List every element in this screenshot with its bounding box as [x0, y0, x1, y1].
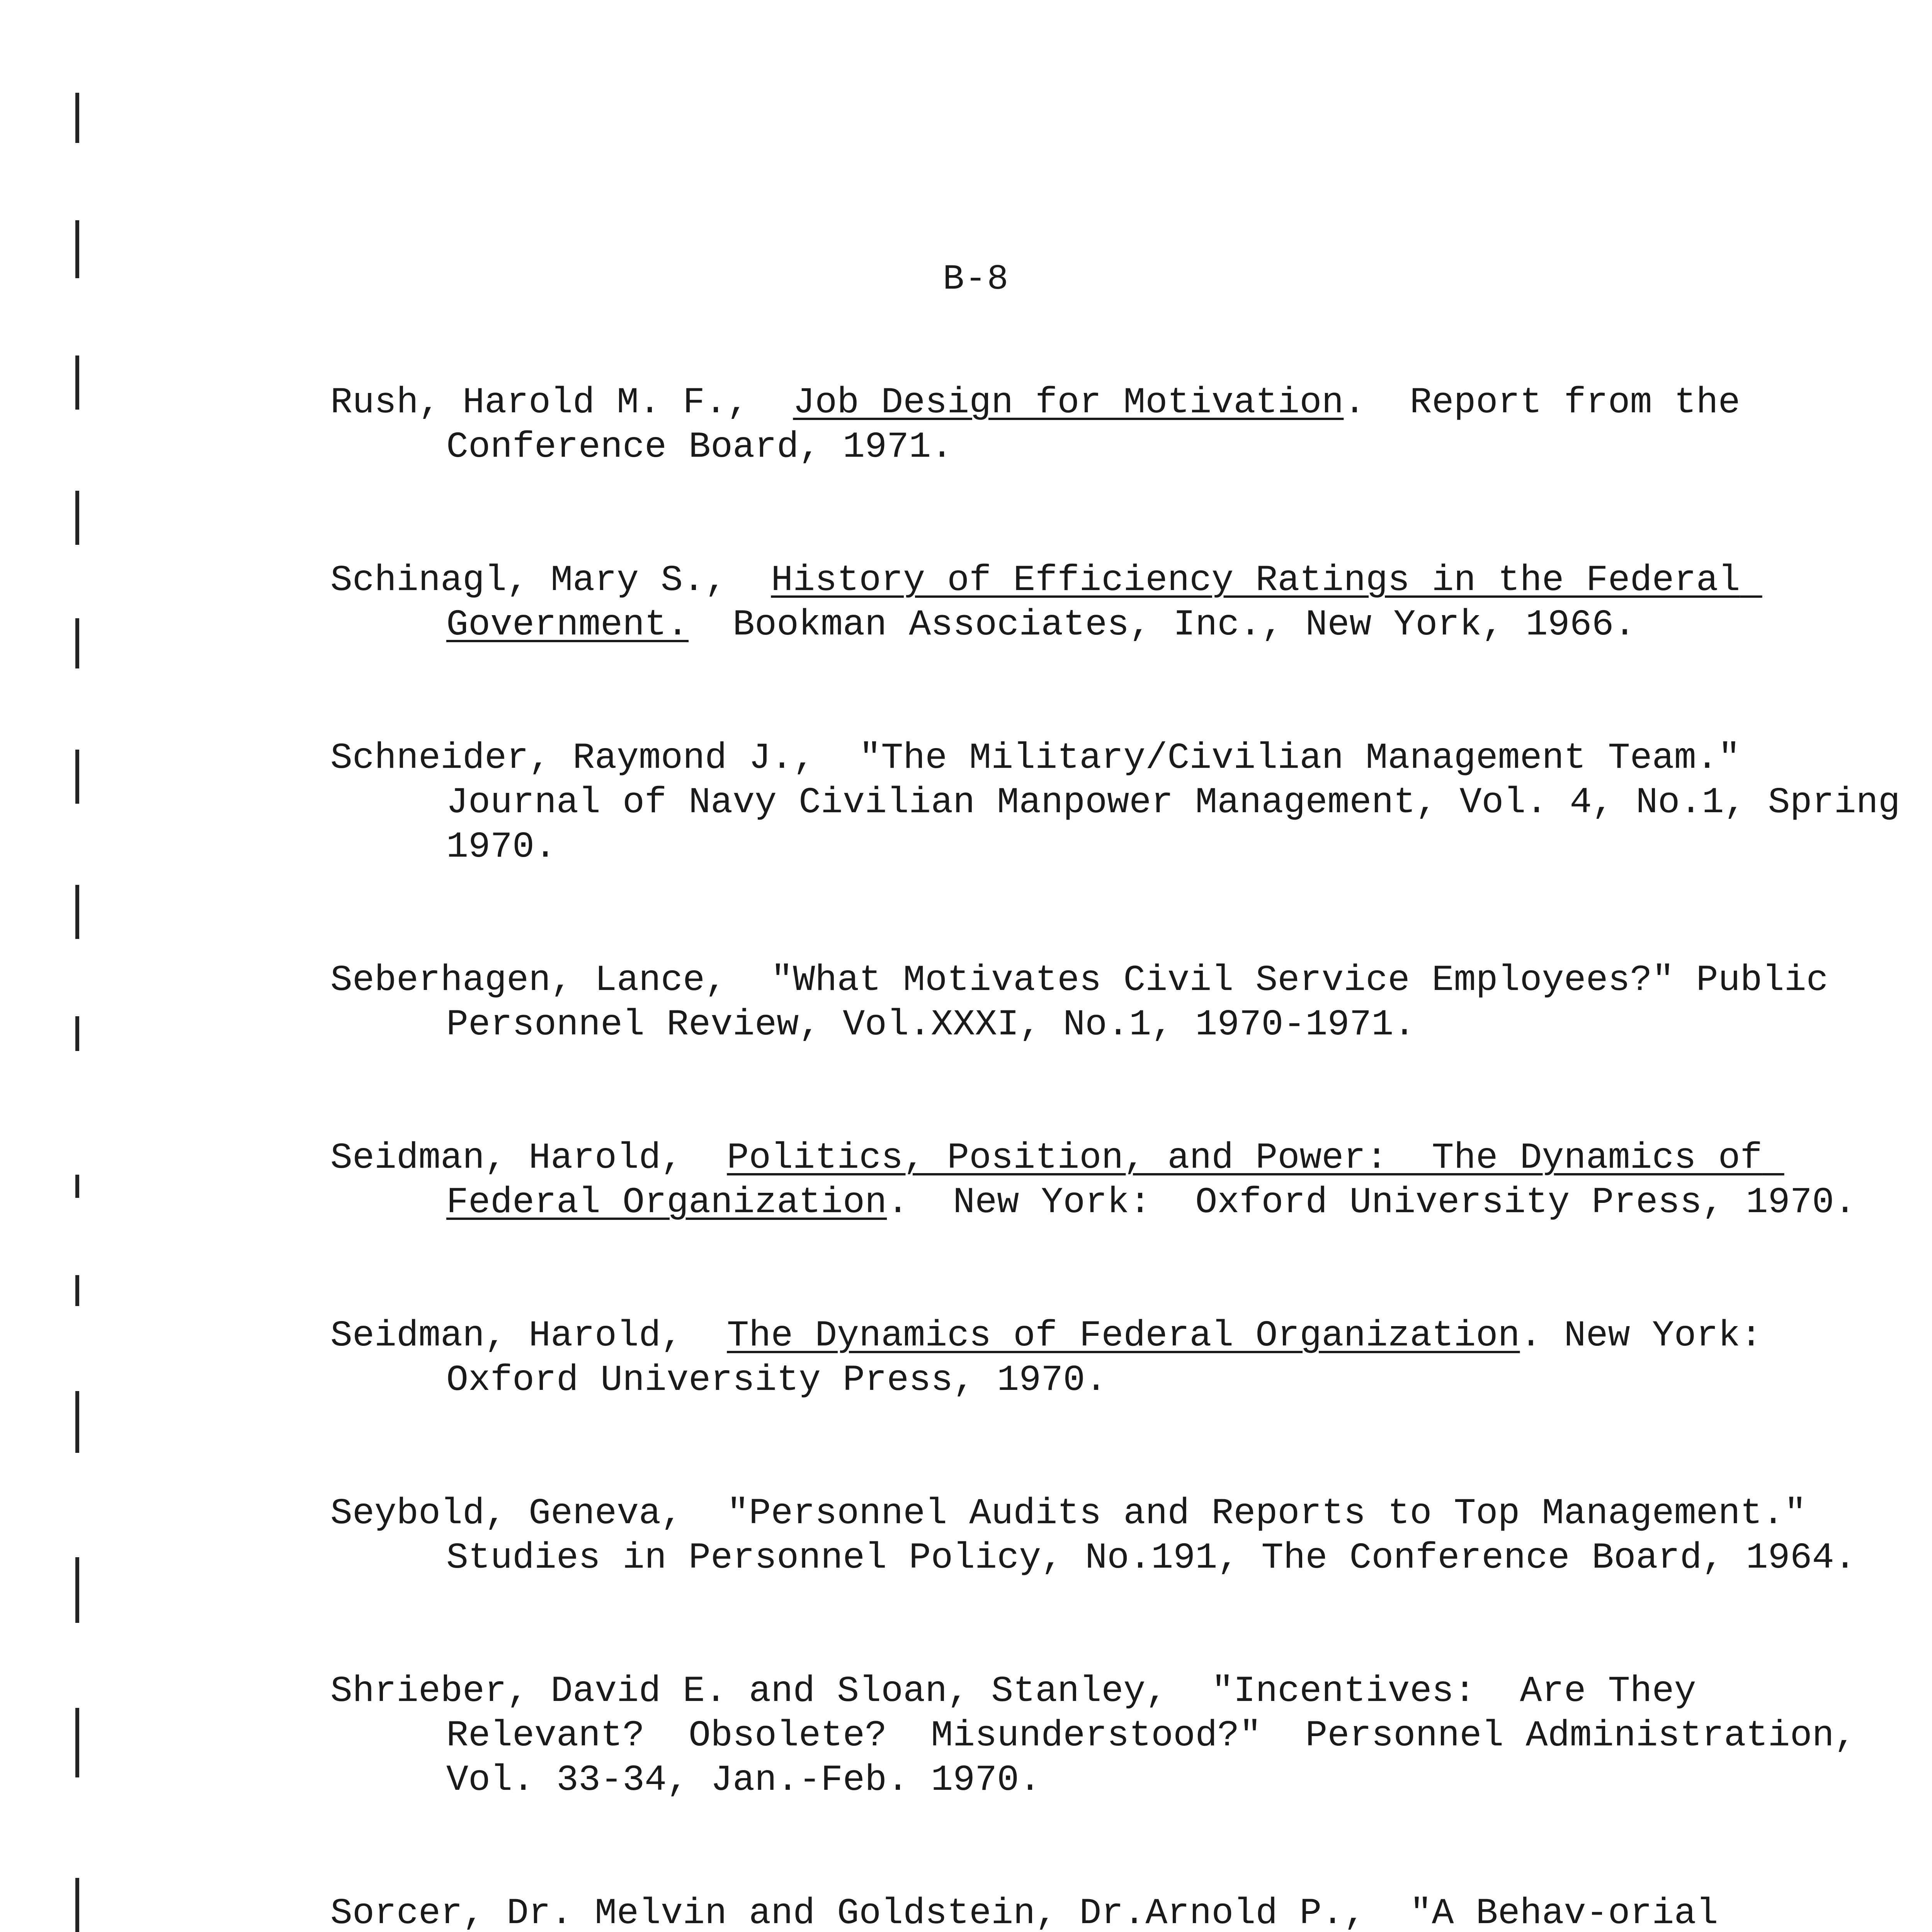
bibliography-entry: Seidman, Harold, The Dynamics of Federal Organization. New York: Oxford University Press, 1970.: [330, 1315, 1806, 1401]
bibliography-entry: Sorcer, Dr. Melvin and Goldstein, Dr.Arnold P., "A Behav-orial: [330, 1893, 1718, 1932]
edge-mark: [75, 1175, 79, 1198]
page-number: B-8: [943, 259, 1009, 299]
edge-mark: [75, 93, 79, 143]
binding-edge-marks: [75, 93, 91, 1932]
edge-mark: [75, 491, 79, 545]
bibliography-entry: Shrieber, David E. and Sloan, Stanley, "Incentives: Are They Relevant? Obsolete? Misunderstood?" Personnel Administration, Vol. 33-34, Jan.-Feb. 1970.: [330, 1670, 1900, 1801]
edge-mark: [75, 1016, 79, 1051]
edge-mark: [75, 1275, 79, 1306]
bibliography-entry: Seberhagen, Lance, "What Motivates Civil Service Employees?" Public Personnel Review, Vol.XXXI, No.1, 1970-1971.: [330, 959, 1850, 1046]
edge-mark: [75, 750, 79, 804]
bibliography-entry: Rush, Harold M. F., Job Design for Motivation. Report from the Conference Board, 1971.: [330, 382, 1762, 468]
edge-mark: [75, 1878, 79, 1932]
edge-mark: [75, 1391, 79, 1453]
edge-mark: [75, 355, 79, 410]
bibliography-entry: Schinagl, Mary S., History of Efficiency Ratings in the Federal Government. Bookman Associates, Inc., New York, 1966.: [330, 560, 1762, 646]
bibliography-entry: Seybold, Geneva, "Personnel Audits and Reports to Top Management." Studies in Personnel Policy, No.191, The Conference Board, 1964.: [330, 1493, 1856, 1579]
bibliography-entry: Schneider, Raymond J., "The Military/Civilian Management Team." Journal of Navy Civilian Manpower Management, Vol. 4, No.1, Spring 1970.: [330, 737, 1922, 868]
edge-mark: [75, 618, 79, 668]
bibliography-entry: Seidman, Harold, Politics, Position, and Power: The Dynamics of Federal Organization. New York: Oxford University Press, 1970.: [330, 1137, 1856, 1223]
edge-mark: [75, 885, 79, 939]
bibliography-list: [330, 381, 1922, 1932]
edge-mark: [75, 220, 79, 278]
edge-mark: [75, 1708, 79, 1777]
edge-mark: [75, 1557, 79, 1623]
